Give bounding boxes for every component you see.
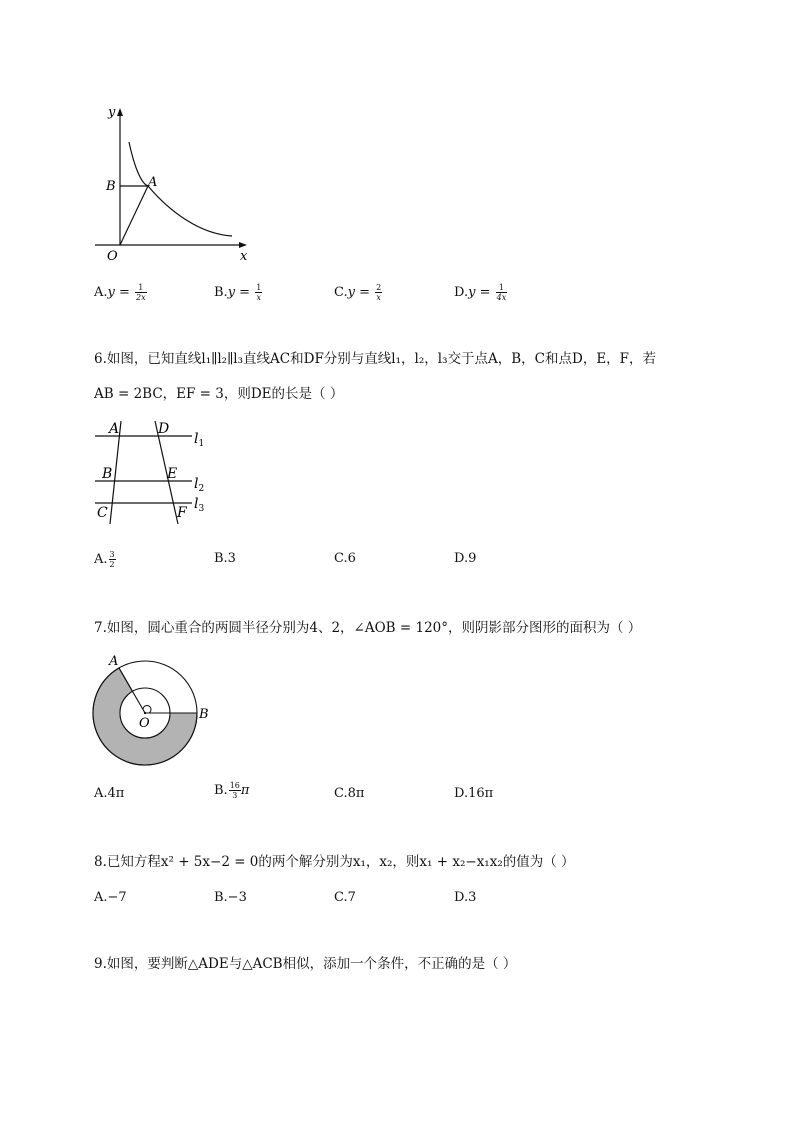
q7-option-a[interactable]: A.4π — [94, 786, 125, 801]
fraction — [496, 283, 508, 302]
label-B: B — [199, 707, 209, 722]
q5-option-d[interactable] — [454, 283, 507, 302]
q6-option-d[interactable]: D.9 — [454, 551, 477, 566]
option-prefix: A. — [94, 552, 108, 567]
option-prefix: A. — [94, 285, 108, 300]
option-lhs: y = — [107, 285, 130, 300]
q9-stem: 9.如图，要判断△ADE与△ACB相似，添加一个条件，不正确的是（ ） — [94, 956, 517, 972]
q6-figure — [90, 416, 230, 531]
fraction-denominator: x — [256, 293, 261, 302]
fraction-numerator: 1 — [496, 283, 508, 293]
label-O: O — [139, 716, 150, 731]
label-A: A — [109, 654, 119, 669]
fraction-denominator: x — [376, 293, 381, 302]
fraction-numerator: 1 — [256, 283, 262, 292]
fraction-denominator: 2 — [109, 560, 115, 569]
q7-option-c[interactable]: C.8π — [334, 786, 365, 801]
option-suffix: π — [240, 783, 250, 798]
fraction — [135, 283, 147, 302]
label-y: y — [108, 105, 116, 120]
q6-stem-line2: AB = 2BC，EF = 3，则DE的长是（ ） — [94, 386, 344, 402]
fraction-denominator: 2x — [136, 293, 146, 302]
label-B: B — [102, 466, 113, 482]
q5-figure — [90, 100, 260, 265]
label-D: D — [158, 421, 170, 437]
y-axis-arrow — [117, 108, 123, 116]
option-prefix: B. — [214, 783, 228, 798]
label-B: B — [106, 179, 116, 194]
q6-stem-line1: 6.如图，已知直线l₁∥l₂∥l₃直线AC和DF分别与直线l₁，l₂，l₃交于点A，B，C和点D，E，F，若 — [94, 351, 657, 367]
label-l1: $l_1$ — [194, 431, 205, 449]
fraction-denominator: 4x — [496, 293, 507, 302]
x-axis-arrow — [239, 242, 247, 248]
q8-option-c[interactable]: C.7 — [334, 890, 356, 905]
fraction-numerator: 2 — [376, 283, 382, 292]
q5-option-c[interactable] — [334, 283, 382, 302]
option-lhs: y = — [347, 285, 370, 300]
label-x: x — [240, 249, 248, 264]
q7-figure — [88, 648, 218, 773]
label-F: F — [177, 505, 187, 521]
option-prefix: B. — [214, 285, 228, 300]
fraction-numerator: 1 — [135, 283, 147, 293]
fraction — [375, 283, 382, 302]
q6-option-b[interactable]: B.3 — [214, 551, 236, 566]
fraction — [229, 781, 241, 800]
label-O: O — [107, 249, 118, 264]
q8-stem: 8.已知方程x² + 5x−2 = 0的两个解分别为x₁，x₂，则x₁ + x₂−x₁x₂的值为（ ） — [94, 854, 575, 870]
q6-option-c[interactable]: C.6 — [334, 551, 356, 566]
fraction-denominator: 3 — [232, 791, 238, 800]
fraction — [255, 283, 262, 302]
q8-option-b[interactable]: B.−3 — [214, 890, 247, 905]
option-prefix: C. — [334, 285, 348, 300]
q8-option-d[interactable]: D.3 — [454, 890, 477, 905]
q7-option-b[interactable] — [214, 781, 249, 800]
option-lhs: y = — [468, 285, 491, 300]
q8-option-a[interactable]: A.−7 — [94, 890, 127, 905]
label-A: A — [148, 175, 158, 190]
fraction-numerator: 3 — [109, 550, 115, 559]
center-point — [144, 712, 146, 714]
q5-option-a[interactable] — [94, 283, 147, 302]
option-prefix: D. — [454, 285, 469, 300]
fraction — [109, 550, 116, 569]
label-l3: $l_3$ — [194, 496, 205, 514]
label-A: A — [109, 421, 120, 437]
hyperbola-curve — [129, 142, 232, 236]
q6-option-a[interactable] — [94, 550, 116, 569]
label-C: C — [97, 505, 108, 521]
fraction-numerator: 16 — [229, 781, 240, 790]
option-lhs: y = — [227, 285, 251, 300]
label-l2: $l_2$ — [194, 476, 205, 494]
q7-stem: 7.如图，圆心重合的两圆半径分别为4、2，∠AOB = 120°，则阴影部分图形的面积为（ ） — [94, 620, 642, 636]
segment-OA — [120, 186, 148, 245]
q5-option-b[interactable] — [214, 283, 262, 302]
label-E: E — [167, 466, 178, 482]
q7-option-d[interactable]: D.16π — [454, 786, 494, 801]
